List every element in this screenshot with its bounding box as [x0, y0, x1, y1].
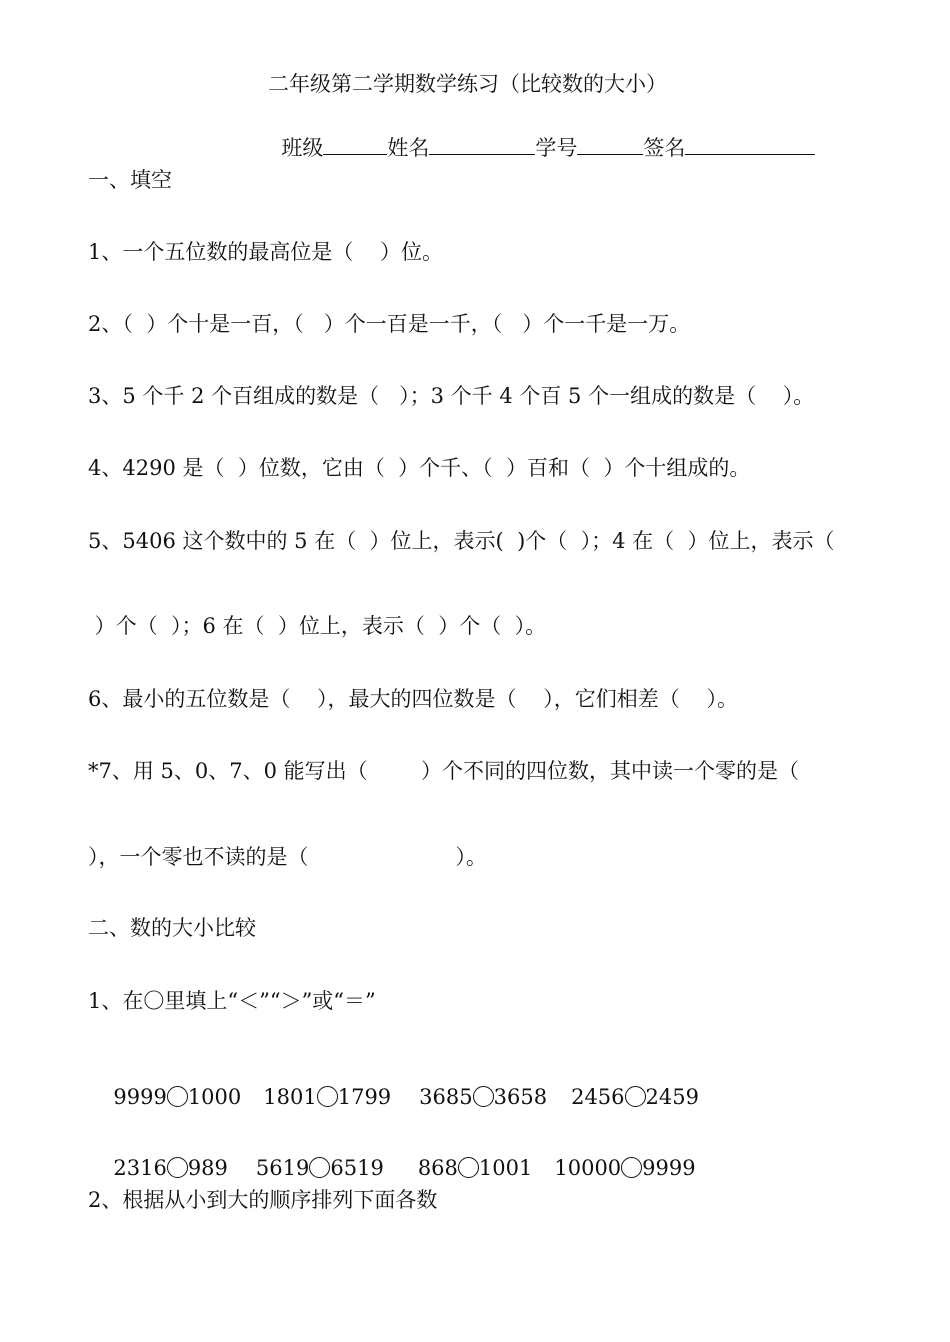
section1-heading: 一、填空 [88, 168, 172, 192]
class-blank[interactable] [323, 136, 387, 155]
compare-pair: 9999 1000 [113, 1085, 242, 1109]
question-1-3: 3、5 个千 2 个百组成的数是（ ）；3 个千 4 个百 5 个一组成的数是（ ）。 [88, 384, 815, 408]
worksheet-title: 二年级第二学期数学练习（比较数的大小） [268, 72, 667, 96]
compare-row-1 [100, 1065, 699, 1108]
compare-pair: 5619 6519 [255, 1156, 384, 1180]
compare-circle[interactable] [167, 1086, 188, 1107]
sign-label: 签名 [643, 136, 686, 160]
name-blank[interactable] [429, 136, 535, 155]
compare-row-2 [100, 1136, 696, 1179]
class-label: 班级 [281, 136, 324, 160]
question-1-1: 1、一个五位数的最高位是（ ）位。 [88, 240, 444, 264]
question-1-5-line2: ）个（ ）；6 在（ ）位上，表示（ ）个（ ）。 [88, 614, 547, 638]
compare-pair: 1801 1799 [263, 1085, 392, 1109]
compare-circle[interactable] [621, 1157, 642, 1178]
sign-blank[interactable] [685, 136, 815, 155]
compare-pair: 868 1001 [417, 1156, 533, 1180]
name-label: 姓名 [387, 136, 430, 160]
question-1-7-line2: ），一个零也不读的是（ ）。 [88, 845, 487, 869]
section2-heading: 二、数的大小比较 [88, 916, 256, 940]
compare-circle[interactable] [317, 1086, 338, 1107]
compare-circle[interactable] [473, 1086, 494, 1107]
question-2-1: 1、在〇里填上“＜”“＞”或“＝” [88, 989, 376, 1013]
number-blank[interactable] [577, 136, 643, 155]
question-1-5-line1: 5、5406 这个数中的 5 在（ ）位上，表示( )个（ ）；4 在（ ）位上，表示（ [88, 529, 835, 553]
compare-pair: 3685 3658 [419, 1085, 548, 1109]
compare-pair: 10000 9999 [554, 1156, 696, 1180]
question-1-6: 6、最小的五位数是（ ），最大的四位数是（ ），它们相差（ ）。 [88, 687, 738, 711]
compare-pair: 2316 989 [113, 1156, 228, 1180]
compare-pair: 2456 2459 [571, 1085, 699, 1109]
header-fields [268, 115, 815, 159]
question-1-7-line1: *7、用 5、0、7、0 能写出（ ）个不同的四位数，其中读一个零的是（ [88, 759, 800, 783]
number-label: 学号 [535, 136, 578, 160]
compare-circle[interactable] [458, 1157, 479, 1178]
question-1-4: 4、4290 是（ ）位数，它由（ ）个千、（ ）百和（ ）个十组成的。 [88, 456, 751, 480]
compare-circle[interactable] [309, 1157, 330, 1178]
compare-circle[interactable] [167, 1157, 188, 1178]
question-2-2: 2、根据从小到大的顺序排列下面各数 [88, 1188, 438, 1212]
compare-circle[interactable] [625, 1086, 646, 1107]
question-1-2: 2、（ ）个十是一百，（ ）个一百是一千，（ ）个一千是一万。 [88, 312, 691, 336]
